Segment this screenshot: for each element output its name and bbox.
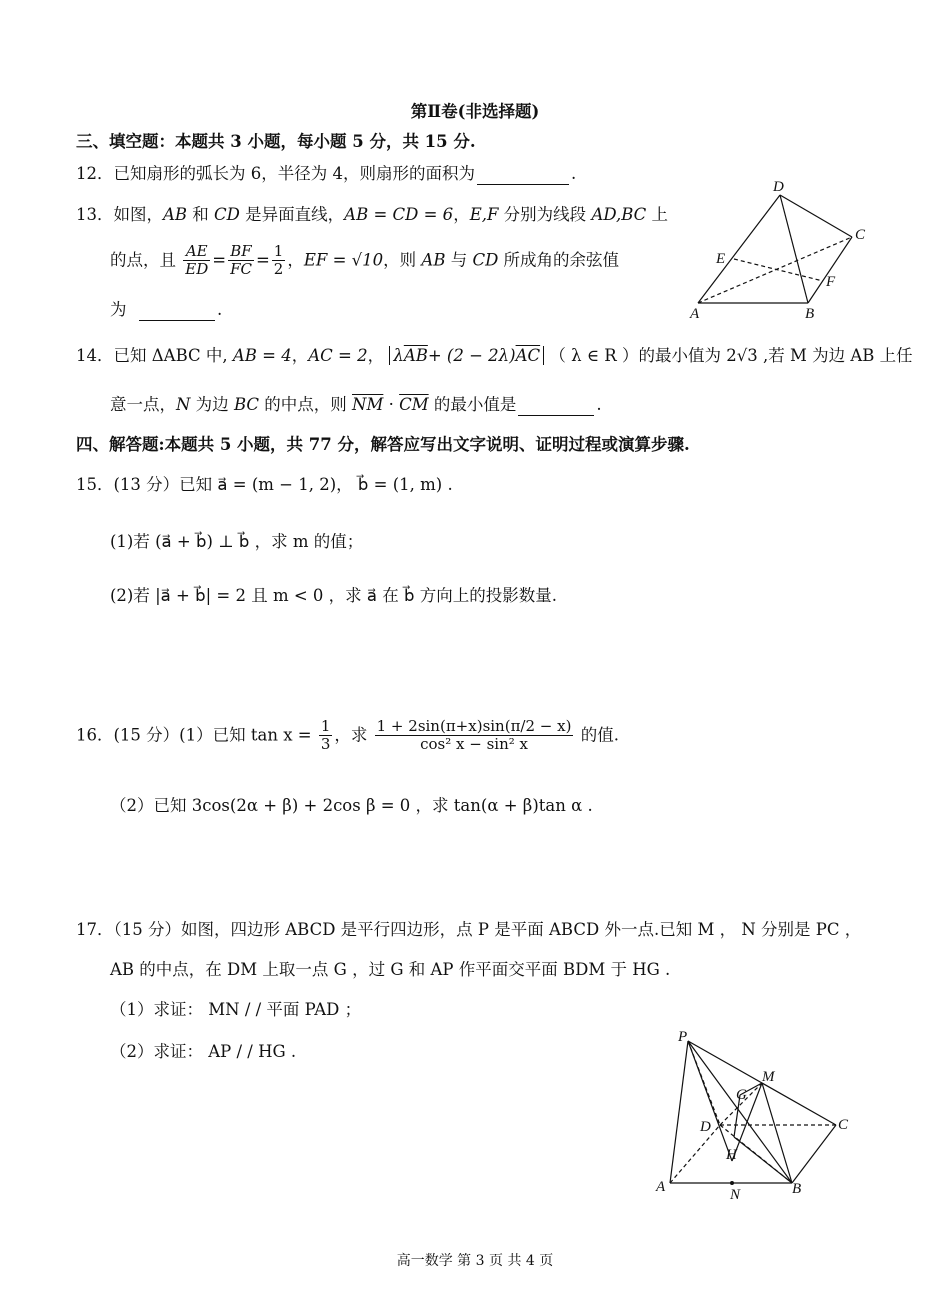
question-number: 13． xyxy=(76,205,114,224)
section-title: 第Ⅱ卷(非选择题) xyxy=(410,102,540,121)
label-p: P xyxy=(678,1029,688,1045)
label-c: C xyxy=(838,1117,849,1133)
answer-blank xyxy=(518,395,594,416)
question-16-line2: （2）已知 3cos(2α + β) + 2cos β = 0 ，求 tan(α + β)tan α . xyxy=(110,796,593,815)
label-b: B xyxy=(805,306,815,322)
label-a: A xyxy=(690,306,700,322)
question-13-line2: 的点，且 $\frac{AE}{ED}$ = $\frac{BF}{FC}$ = $\frac{1}{2}$ ，EF = √10，则 AB 与 CD 所成角的余弦值 xyxy=(110,242,620,279)
question-15-part1: (1)若 (a⃗ + b⃗) ⊥ b⃗ ，求 m 的值； xyxy=(110,532,364,551)
pyramid-figure xyxy=(650,1025,860,1205)
label-f: F xyxy=(826,274,836,290)
label-e: E xyxy=(716,251,726,267)
question-14-line1: 14．已知 ΔABC 中, AB = 4，AC = 2， $\lambda\overline{AB}+ (2 - 2\lambda)\overline{AC}$ （ λ ∈ R ）的最小值为 2√3 ,若 M 为边 AB 上任 xyxy=(76,346,913,365)
question-number: 16． xyxy=(76,725,114,745)
edge-ad-hidden xyxy=(670,1125,720,1183)
segment-pn xyxy=(688,1041,732,1161)
question-15-line1: 15．(13 分）已知 a⃗ = (m − 1, 2)， b⃗ = (1, m) . xyxy=(76,475,453,494)
fraction-one-third: $\frac{1}{3}$ xyxy=(320,717,331,754)
edge-pa xyxy=(670,1041,688,1183)
question-number: 14． xyxy=(76,346,114,365)
question-14-line2: 意一点，N 为边 BC 的中点，则 $\overline{NM} \cdot \overline{CM}$ 的最小值是 . xyxy=(110,395,602,414)
label-n: N xyxy=(730,1187,741,1203)
part3-heading: 三、填空题：本题共 3 小题，每小题 5 分，共 15 分. xyxy=(76,132,476,151)
question-16-line1: 16．(15 分）(1）已知 tan x = $\frac{1}{3}$ ，求 $\frac{1 + 2\sin(\pi+x)\sin(\pi/2 - x)}{\text{cos² x − sin² x}}$ 的值. xyxy=(76,717,619,754)
edge-dc xyxy=(780,195,852,237)
question-number: 12． xyxy=(76,164,114,183)
label-h: H xyxy=(726,1147,737,1163)
page-footer: 高一数学 第 3 页 共 4 页 xyxy=(396,1253,554,1269)
edge-ad xyxy=(698,195,780,303)
question-17-line1: 17．（15 分）如图，四边形 ABCD 是平行四边形，点 P 是平面 ABCD 外一点.已知 M ， N 分别是 PC ， xyxy=(76,920,862,939)
label-d: D xyxy=(700,1119,711,1135)
question-17-part1: （1）求证： MN / / 平面 PAD ； xyxy=(110,1000,362,1019)
edge-ac-hidden xyxy=(698,237,852,303)
fraction-one-half: $\frac{1}{2}$ xyxy=(273,242,284,279)
label-c: C xyxy=(855,227,866,243)
label-m: M xyxy=(762,1069,775,1085)
fraction-ae-ed: $\frac{AE}{ED}$ xyxy=(185,242,209,279)
label-g: G xyxy=(736,1087,747,1103)
edge-db xyxy=(780,195,808,303)
answer-blank xyxy=(477,164,569,185)
label-d: D xyxy=(773,179,784,195)
edge-pb xyxy=(688,1041,792,1183)
question-number: 15． xyxy=(76,475,114,494)
fraction-bf-fc: $\frac{BF}{FC}$ xyxy=(230,242,252,279)
question-number: 17． xyxy=(76,920,114,939)
label-b: B xyxy=(792,1181,802,1197)
question-13-line3: 为 . xyxy=(110,300,223,319)
question-17-part2: （2）求证： AP / / HG . xyxy=(110,1042,297,1061)
vector-abs-expression: $\lambda\overline{AB}+ (2 - 2\lambda)\overline{AC}$ xyxy=(389,346,544,365)
tetrahedron-figure xyxy=(680,175,880,325)
question-12: 12．已知扇形的弧长为 6，半径为 4，则扇形的面积为 . xyxy=(76,164,577,183)
fraction-trig-expression: $\frac{1 + 2\sin(\pi+x)\sin(\pi/2 - x)}{\text{cos² x − sin² x}}$ xyxy=(376,717,572,754)
question-17-line2: AB 的中点，在 DM 上取一点 G ，过 G 和 AP 作平面交平面 BDM 于 HG . xyxy=(110,960,671,979)
label-a: A xyxy=(656,1179,666,1195)
answer-blank xyxy=(139,300,215,321)
point-n xyxy=(730,1181,734,1185)
segment-ef-hidden xyxy=(734,259,823,281)
question-15-part2: (2)若 |a⃗ + b⃗| = 2 且 m < 0 ，求 a⃗ 在 b⃗ 方向上的投影数量. xyxy=(110,586,557,605)
edge-bc xyxy=(792,1125,836,1183)
question-13-line1: 13．如图，AB 和 CD 是异面直线，AB = CD = 6，E,F 分别为线段 AD,BC 上 xyxy=(76,205,669,224)
part4-heading: 四、解答题:本题共 5 小题，共 77 分，解答应写出文字说明、证明过程或演算步骤. xyxy=(76,435,690,454)
